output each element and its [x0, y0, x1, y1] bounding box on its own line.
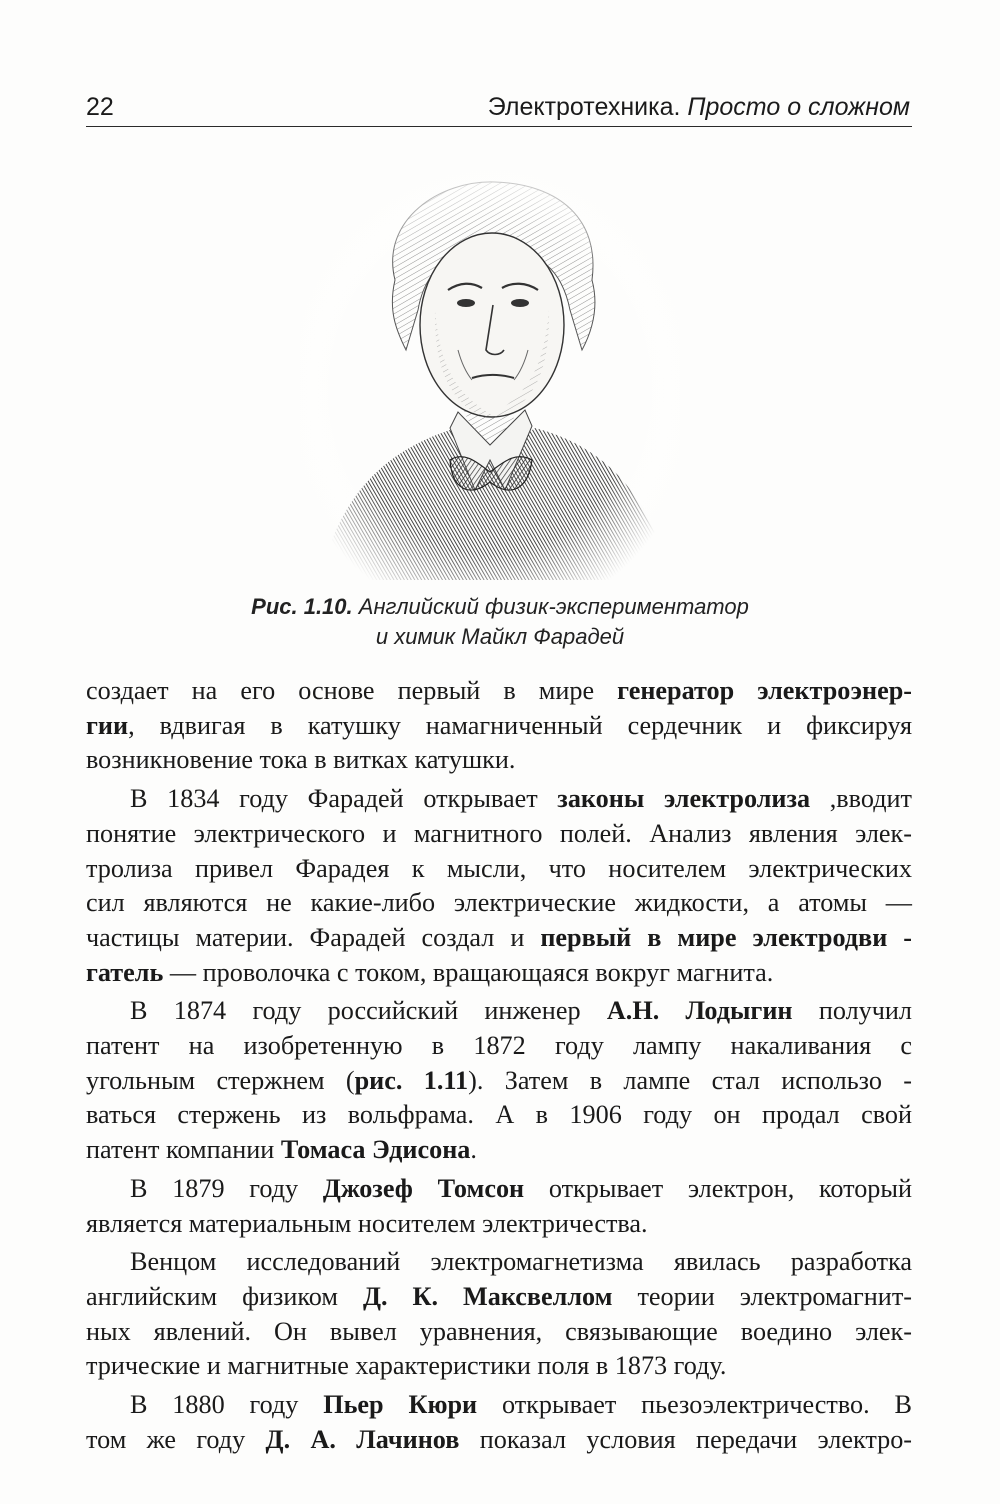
bold-term: Д. А. Лачинов [265, 1424, 460, 1454]
caption-line-2: и химик Майкл Фарадей [375, 624, 625, 649]
text-line: В 1879 году Джозеф Томсон открывает электрон, который [130, 1173, 913, 1203]
body-text [86, 674, 912, 1461]
bold-term: Пьер Кюри [323, 1390, 478, 1420]
running-head-title: Электротехника. [487, 93, 688, 121]
bold-term: гии [86, 710, 129, 740]
text-line: тролиза привел Фарадея к мысли, что носителем электрических [86, 853, 912, 883]
text-line: В 1834 году Фарадей открывает законы электролиза ,вводит [130, 784, 912, 814]
text-line: трические и магнитные характеристики поля в 1873 году. [86, 1351, 727, 1381]
bold-term: гатель [86, 957, 164, 987]
text-line: является материальным носителем электричества. [86, 1208, 648, 1238]
text-line: В 1874 году российский инженер А.Н. Лодыгин получил [130, 996, 913, 1026]
paragraph [86, 994, 912, 1168]
text-line: угольным стержнем (рис. 1.11). Затем в лампе стал использо - [86, 1065, 912, 1095]
paragraph [86, 674, 912, 778]
text-line: патент на изобретенную в 1872 году лампу накаливания с [86, 1031, 912, 1061]
text-line: понятие электрического и магнитного полей. Анализ явления элек- [86, 818, 912, 848]
text-line: сил являются не какие-либо электрические жидкости, а атомы — [86, 888, 912, 918]
paragraph [86, 1388, 912, 1457]
paragraph [86, 1245, 912, 1384]
running-head-subtitle: Просто о сложном [687, 93, 910, 121]
paragraph [86, 1172, 912, 1241]
text-line: создает на его основе первый в мире генератор электроэнер- [86, 676, 912, 705]
bold-term: Джозеф Томсон [322, 1173, 525, 1203]
text-line: Венцом исследований электромагнетизма явилась разработка [130, 1247, 912, 1277]
text-line: патент компании Томаса Эдисона. [86, 1135, 477, 1165]
page-header [86, 92, 912, 127]
bold-term: Д. К. Максвеллом [362, 1281, 613, 1311]
text-line: гатель — проволочка с током, вращающаяся вокруг магнита. [86, 957, 774, 987]
figure-reference: рис. 1.11 [354, 1065, 469, 1095]
caption-label: Рис. 1.10. [251, 594, 353, 619]
portrait-engraving [300, 160, 680, 580]
bold-term: первый в мире электродви - [540, 922, 912, 952]
bold-term: Томаса Эдисона [280, 1135, 471, 1165]
bold-term: законы электролиза [557, 784, 811, 814]
text-line: том же году Д. А. Лачинов показал условия передачи электро- [86, 1424, 913, 1454]
page-number: 22 [86, 93, 114, 121]
bold-term: А.Н. Лодыгин [606, 996, 793, 1026]
figure-caption [150, 592, 850, 652]
text-line: английским физиком Д. К. Максвеллом теории электромагнит- [86, 1281, 912, 1311]
paragraph [86, 782, 912, 990]
text-line: В 1880 году Пьер Кюри открывает пьезоэлектричество. В [130, 1390, 912, 1420]
text-line: ных явлений. Он вывел уравнения, связывающие воедино элек- [86, 1316, 912, 1346]
bold-term: генератор электроэнер- [617, 676, 912, 705]
text-line: гии, вдвигая в катушку намагниченный сердечник и фиксируя [86, 710, 912, 740]
text-line: ваться стержень из вольфрама. А в 1906 году он продал свой [86, 1100, 912, 1130]
caption-text-1: Английский физик-экспериментатор [352, 594, 749, 619]
caption-line-1 [150, 592, 850, 622]
running-head [488, 92, 910, 122]
text-line: частицы материи. Фарадей создал и первый в мире электродви - [86, 922, 912, 952]
text-line: возникновение тока в витках катушки. [86, 745, 516, 775]
